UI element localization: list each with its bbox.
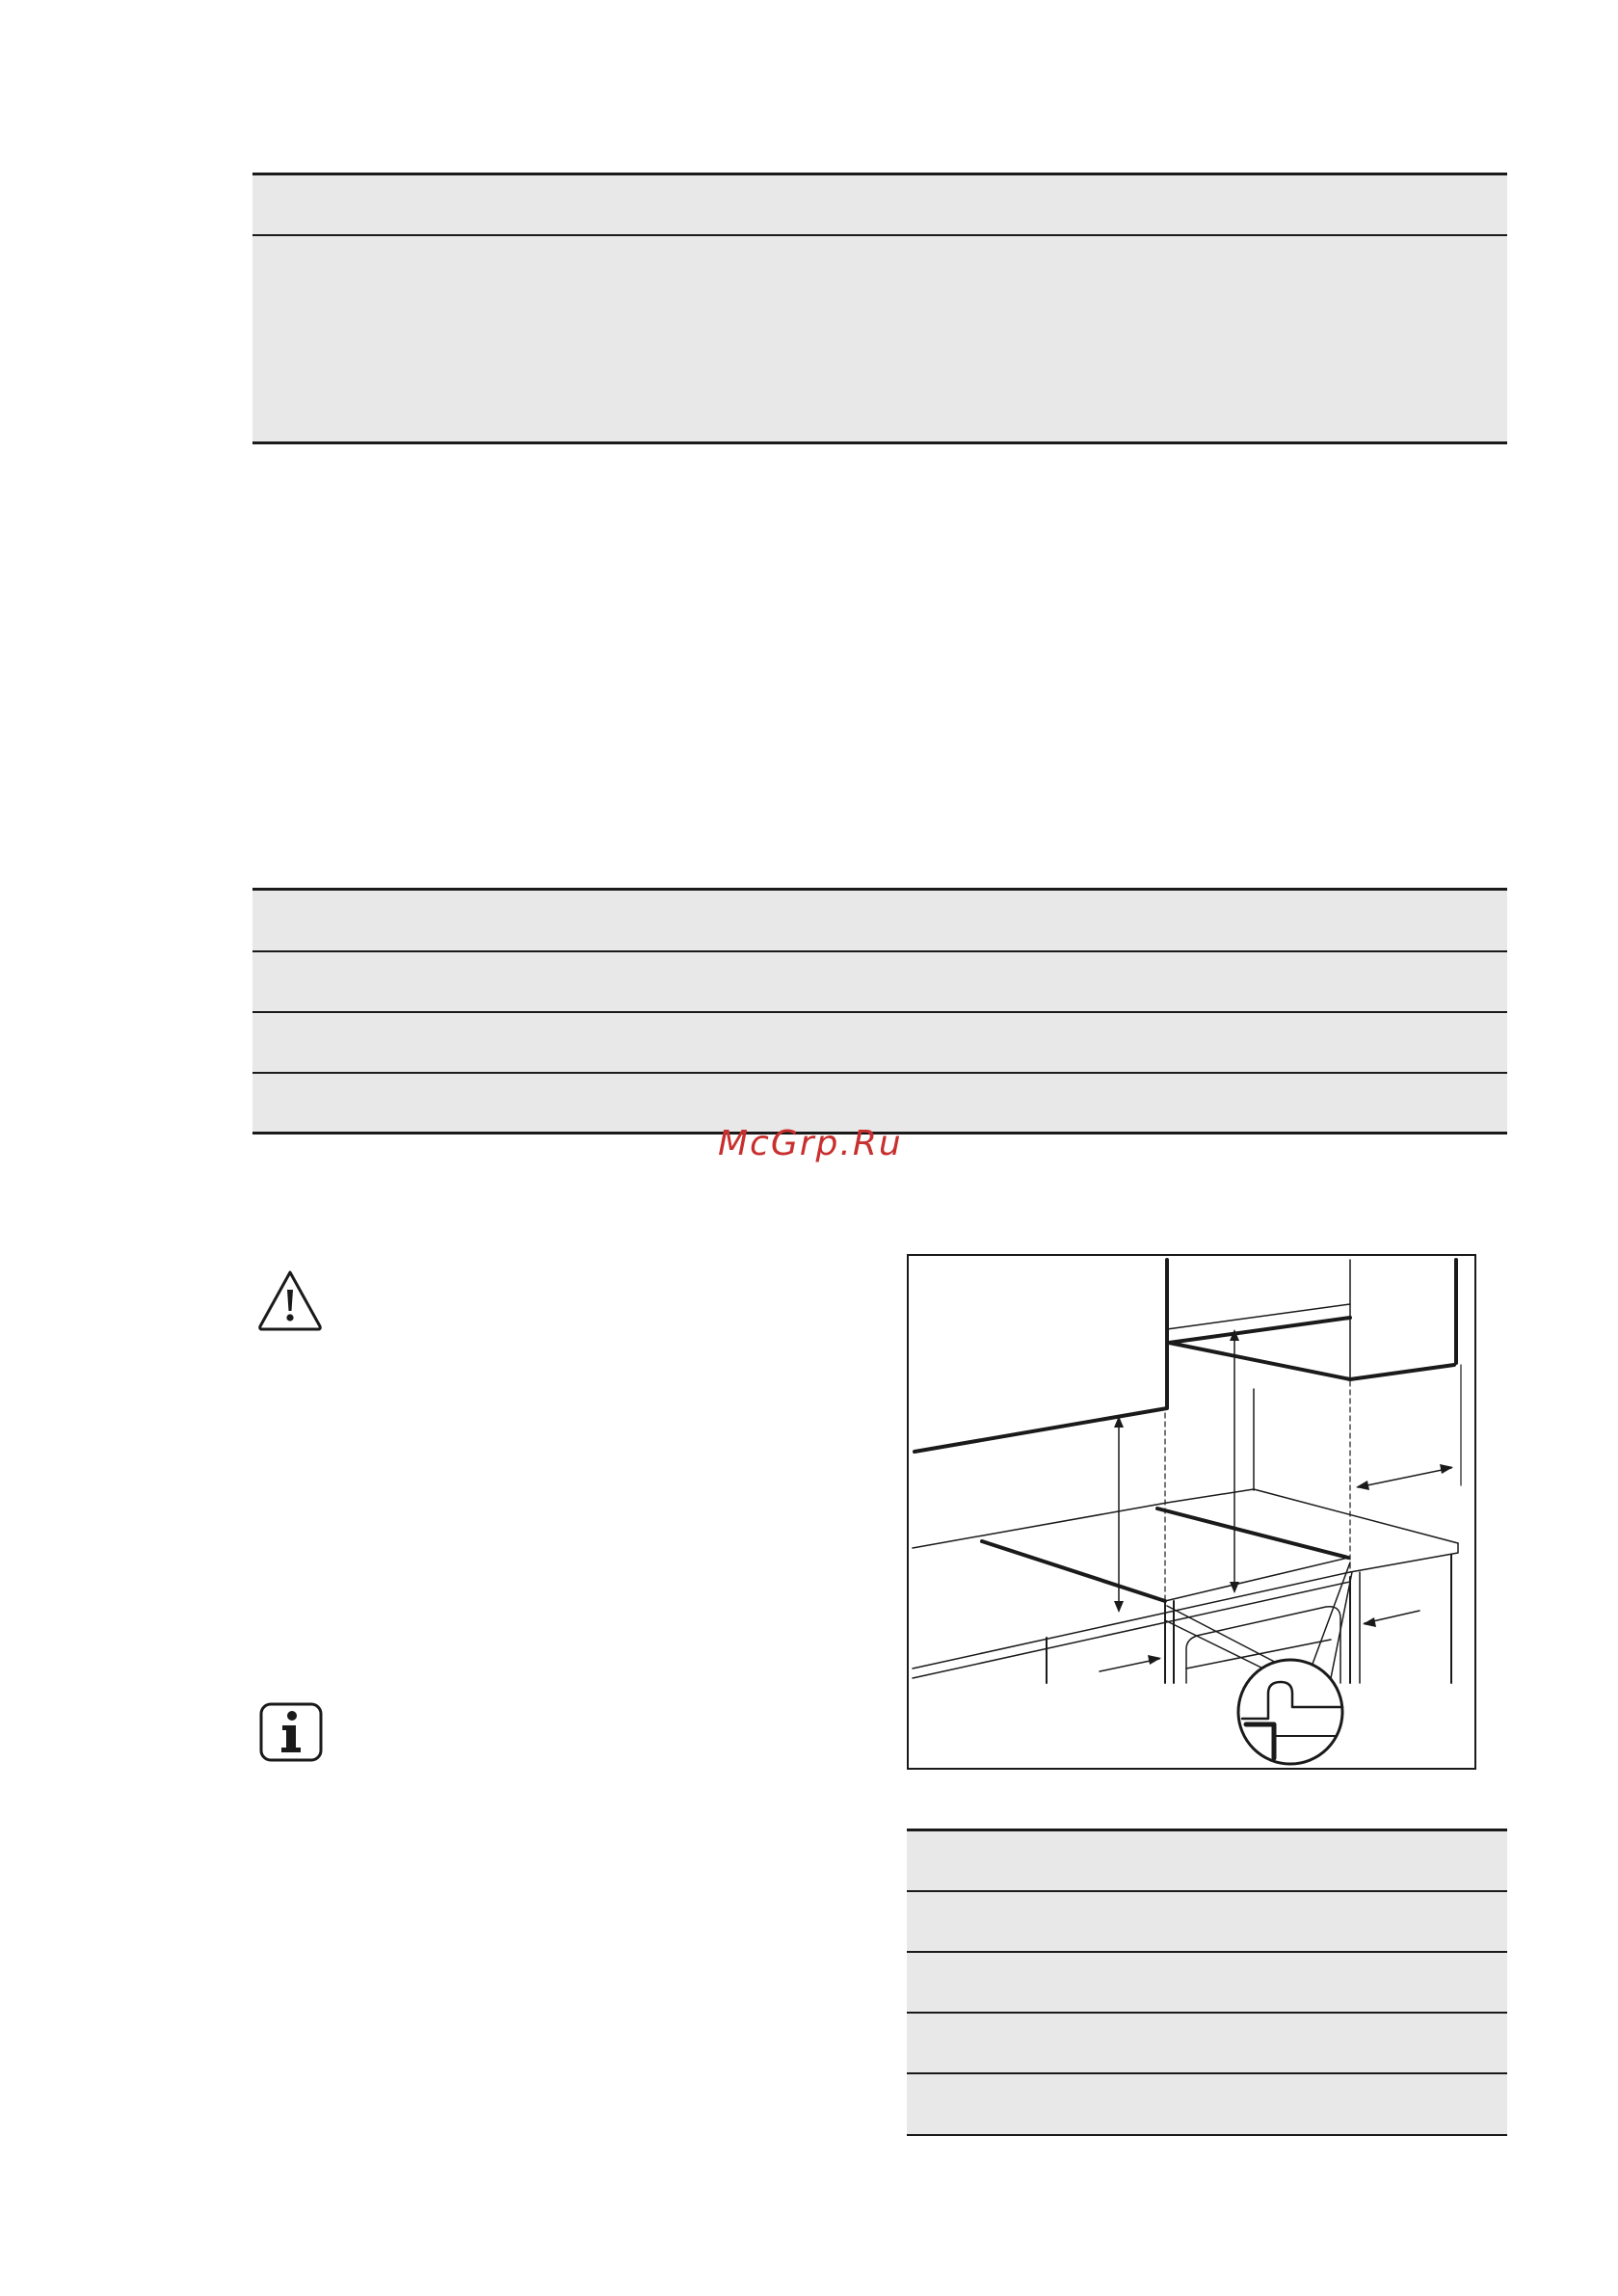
- table-3: [907, 1829, 1507, 2136]
- table-3-row-divider: [907, 1951, 1507, 1953]
- table-2-row-divider: [252, 950, 1507, 952]
- table-3-top-rule: [907, 1829, 1507, 1831]
- table-2-row-divider: [252, 1011, 1507, 1013]
- installation-diagram: [907, 1254, 1476, 1770]
- table-1-row-divider: [252, 234, 1507, 236]
- table-3-bottom-rule: [907, 2134, 1507, 2136]
- table-2-top-rule: [252, 888, 1507, 891]
- table-1-bottom-rule: [252, 441, 1507, 444]
- table-3-row-divider: [907, 2012, 1507, 2014]
- warning-triangle-icon: [256, 1268, 324, 1332]
- table-1-top-rule: [252, 173, 1507, 175]
- table-3-row-divider: [907, 2072, 1507, 2074]
- table-3-row-divider: [907, 1890, 1507, 1892]
- table-2: [252, 889, 1507, 1134]
- table-2-row-divider: [252, 1072, 1507, 1074]
- watermark-text: McGrp.Ru: [718, 1124, 903, 1163]
- information-icon: [258, 1701, 324, 1763]
- table-1: [252, 174, 1507, 443]
